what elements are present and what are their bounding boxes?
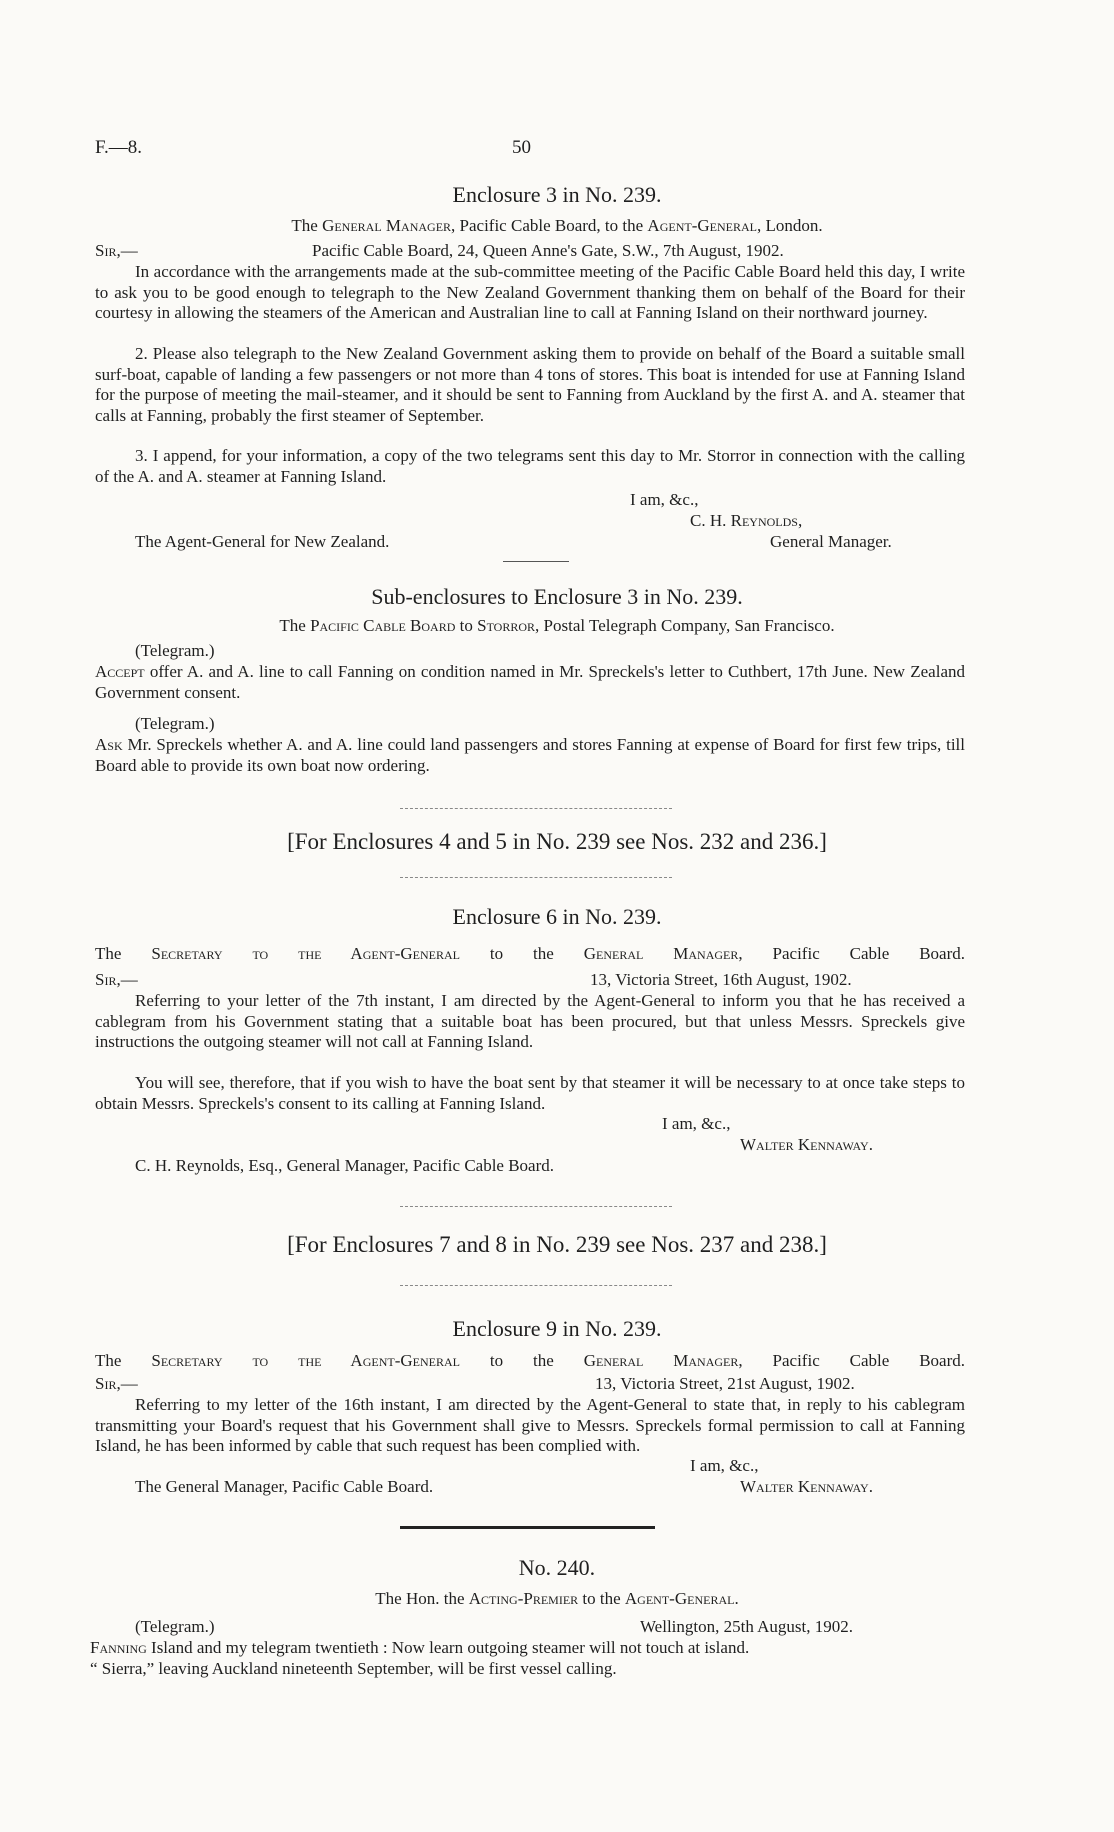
enclosure-3-salutation: Sir,— <box>95 241 138 260</box>
no-240-from-to: The Hon. the Acting-Premier to the Agent-General. <box>375 1589 739 1608</box>
enclosure-3-paragraph-2: 2. Please also telegraph to the New Zealand Government asking them to provide on behalf of the Board a suitable small surf-boat, capable of landing a few passengers or not more than 4 tons of stores. This boat is intended for use at Fanning Island for the purpose of meeting the mail-steamer, and it should be sent to Fanning from Auckland by the first A. and A. steamer that calls at Fanning, probably the first steamer of September. <box>95 344 965 425</box>
enclosure-9-closing: I am, &c., <box>690 1456 759 1475</box>
telegram-1-label: (Telegram.) <box>135 641 215 660</box>
divider <box>400 1285 672 1286</box>
sub-enclosures-from-to: The Pacific Cable Board to Storror, Postal Telegraph Company, San Francisco. <box>279 616 835 635</box>
enclosure-3-paragraph-1: In accordance with the arrangements made at the sub-committee meeting of the Pacific Cable Board held this day, I write to ask you to be good enough to telegraph to the New Zealand Government thanking them on behalf of the Board for their courtesy in allowing the steamers of the American and Australian line to call at Fanning Island on their northward journey. <box>95 262 965 322</box>
divider <box>400 808 672 809</box>
no-240-address: Wellington, 25th August, 1902. <box>640 1617 854 1636</box>
enclosure-3-signature-title: General Manager. <box>770 532 892 551</box>
divider <box>400 1206 672 1207</box>
enclosure-3-title: Enclosure 3 in No. 239. <box>452 182 662 207</box>
document-reference: F.—8. <box>95 137 143 158</box>
page-number: 50 <box>512 137 531 158</box>
enclosure-9-salutation: Sir,— <box>95 1374 138 1393</box>
enclosure-3-from-to: The General Manager, Pacific Cable Board, to the Agent-General, London. <box>291 216 823 235</box>
enclosure-6-paragraph-2: You will see, therefore, that if you wish to have the boat sent by that steamer it will be necessary to at once take steps to obtain Messrs. Spreckels's consent to its calling at Fanning Island. <box>95 1073 965 1113</box>
no-240-title: No. 240. <box>518 1555 596 1580</box>
enclosure-6-salutation: Sir,— <box>95 970 138 989</box>
enclosure-3-addressee: The Agent-General for New Zealand. <box>135 532 390 551</box>
enclosure-3-paragraph-3: 3. I append, for your information, a copy of the two telegrams sent this day to Mr. Storror in connection with the calling of the A. and A. steamer at Fanning Island. <box>95 446 965 486</box>
divider <box>503 561 569 562</box>
telegram-1-text: Accept offer A. and A. line to call Fanning on condition named in Mr. Spreckels's letter to Cuthbert, 17th June. New Zealand Government consent. <box>95 662 965 702</box>
section-divider <box>400 1526 655 1529</box>
enclosure-6-closing: I am, &c., <box>662 1114 731 1133</box>
note-enclosures-4-5: [For Enclosures 4 and 5 in No. 239 see Nos. 232 and 236.] <box>287 829 827 854</box>
sub-enclosures-title: Sub-enclosures to Enclosure 3 in No. 239. <box>371 584 743 609</box>
enclosure-6-signature: Walter Kennaway. <box>740 1135 873 1154</box>
enclosure-9-title: Enclosure 9 in No. 239. <box>452 1316 662 1341</box>
enclosure-3-closing: I am, &c., <box>630 490 699 509</box>
enclosure-3-address: Pacific Cable Board, 24, Queen Anne's Gate, S.W., 7th August, 1902. <box>312 241 784 260</box>
divider <box>400 877 672 878</box>
enclosure-9-address: 13, Victoria Street, 21st August, 1902. <box>595 1374 855 1393</box>
no-240-line-2: “ Sierra,” leaving Auckland nineteenth September, will be first vessel calling. <box>90 1659 617 1678</box>
telegram-2-label: (Telegram.) <box>135 714 215 733</box>
enclosure-9-paragraph-1: Referring to my letter of the 16th instant, I am directed by the Agent-General to state that, in reply to his cablegram transmitting your Board's request that his Government shall give to Messrs. Spreckels formal permission to call at Fanning Island, he has been informed by cable that such request has been complied with. <box>95 1395 965 1455</box>
enclosure-6-paragraph-1: Referring to your letter of the 7th instant, I am directed by the Agent-General to inform you that he has received a cablegram from his Government stating that a suitable boat has been procured, but that unless Messrs. Spreckels give instructions the outgoing steamer will not call at Fanning Island. <box>95 991 965 1051</box>
enclosure-6-from-to: The Secretary to the Agent-General to the General Manager, Pacific Cable Board. <box>95 944 966 963</box>
enclosure-6-title: Enclosure 6 in No. 239. <box>452 904 662 929</box>
no-240-telegram-label: (Telegram.) <box>135 1617 215 1636</box>
note-enclosures-7-8: [For Enclosures 7 and 8 in No. 239 see Nos. 237 and 238.] <box>287 1232 827 1257</box>
enclosure-6-addressee: C. H. Reynolds, Esq., General Manager, Pacific Cable Board. <box>135 1156 555 1175</box>
enclosure-9-signature: Walter Kennaway. <box>740 1477 873 1496</box>
no-240-line-1: Fanning Island and my telegram twentieth : Now learn outgoing steamer will not touch at island. <box>90 1638 750 1657</box>
enclosure-6-address: 13, Victoria Street, 16th August, 1902. <box>590 970 852 989</box>
enclosure-3-signature: C. H. Reynolds, <box>690 511 803 530</box>
telegram-2-text: Ask Mr. Spreckels whether A. and A. line could land passengers and stores Fanning at expense of Board for first few trips, till Board able to provide its own boat now ordering. <box>95 735 965 775</box>
enclosure-9-addressee: The General Manager, Pacific Cable Board. <box>135 1477 434 1496</box>
enclosure-9-from-to: The Secretary to the Agent-General to the General Manager, Pacific Cable Board. <box>95 1351 966 1370</box>
